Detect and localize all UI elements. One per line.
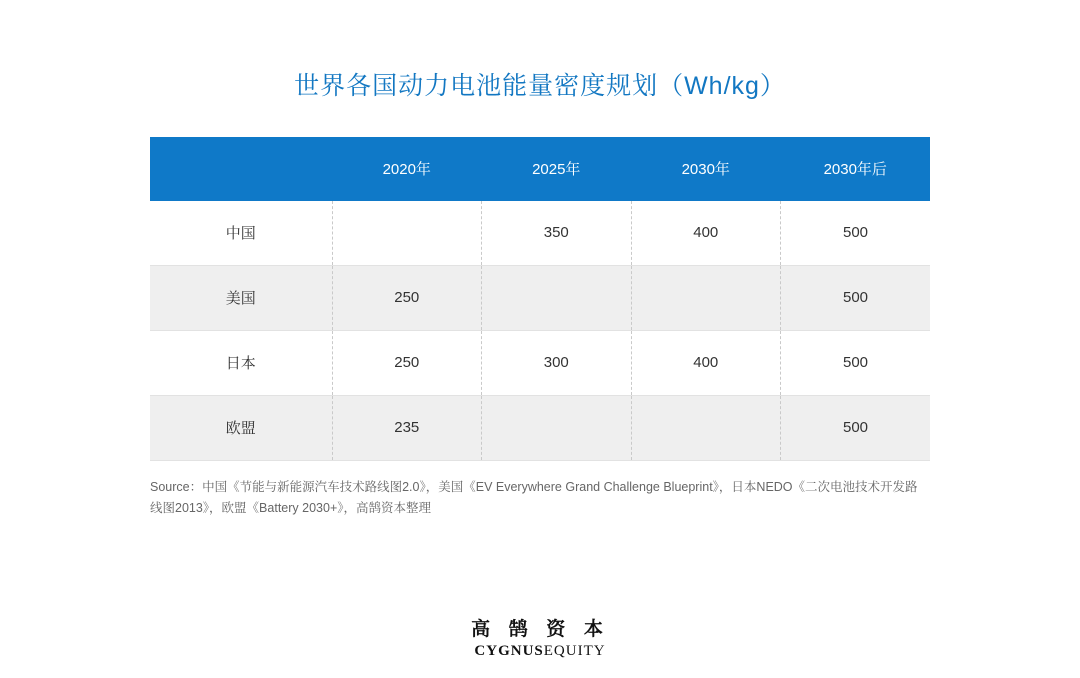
table-container [150,137,930,461]
table-header-cell-corner [150,137,332,201]
row-label-china: 中国 [150,201,332,266]
brand-footer [0,614,1080,660]
source-note: Source：中国《节能与新能源汽车技术路线图2.0》，美国《EV Everywhere Grand Challenge Blueprint》，日本NEDO《二次电池技术开发路线图2013》，欧盟《Battery 2030+》，高鹄资本整理 [150,479,918,516]
brand-name-en-bold: CYGNUS [474,643,544,659]
slide [0,70,1080,678]
cell-china-after-2030: 500 [781,201,931,266]
table-header-cell-2020: 2020年 [332,137,482,201]
row-label-japan: 日本 [150,330,332,395]
cell-japan-2020: 250 [332,330,482,395]
brand-name-en-rest: EQUITY [543,643,606,659]
cell-eu-after-2030: 500 [781,395,931,460]
cell-usa-2025 [482,265,632,330]
cell-china-2020 [332,201,482,266]
energy-density-table [150,137,930,461]
cell-eu-2020: 235 [332,395,482,460]
cell-china-2025: 350 [482,201,632,266]
cell-japan-2025: 300 [482,330,632,395]
brand-name-cn: 高 鹄 资 本 [471,618,609,640]
cell-japan-after-2030: 500 [781,330,931,395]
page-title: 世界各国动力电池能量密度规划（Wh/kg） [294,72,786,100]
cell-eu-2025 [482,395,632,460]
cell-usa-2020: 250 [332,265,482,330]
table-row [150,330,930,395]
cell-usa-2030 [631,265,781,330]
table-row [150,265,930,330]
cell-eu-2030 [631,395,781,460]
cell-usa-after-2030: 500 [781,265,931,330]
table-header-cell-2025: 2025年 [482,137,632,201]
table-row [150,395,930,460]
table-header-row [150,137,930,201]
table-row [150,201,930,266]
row-label-eu: 欧盟 [150,395,332,460]
table-header [150,137,930,201]
table-header-cell-2030: 2030年 [631,137,781,201]
table-body [150,201,930,461]
row-label-usa: 美国 [150,265,332,330]
table-header-cell-after-2030: 2030年后 [781,137,931,201]
cell-china-2030: 400 [631,201,781,266]
brand-name-en [0,643,1080,660]
cell-japan-2030: 400 [631,330,781,395]
